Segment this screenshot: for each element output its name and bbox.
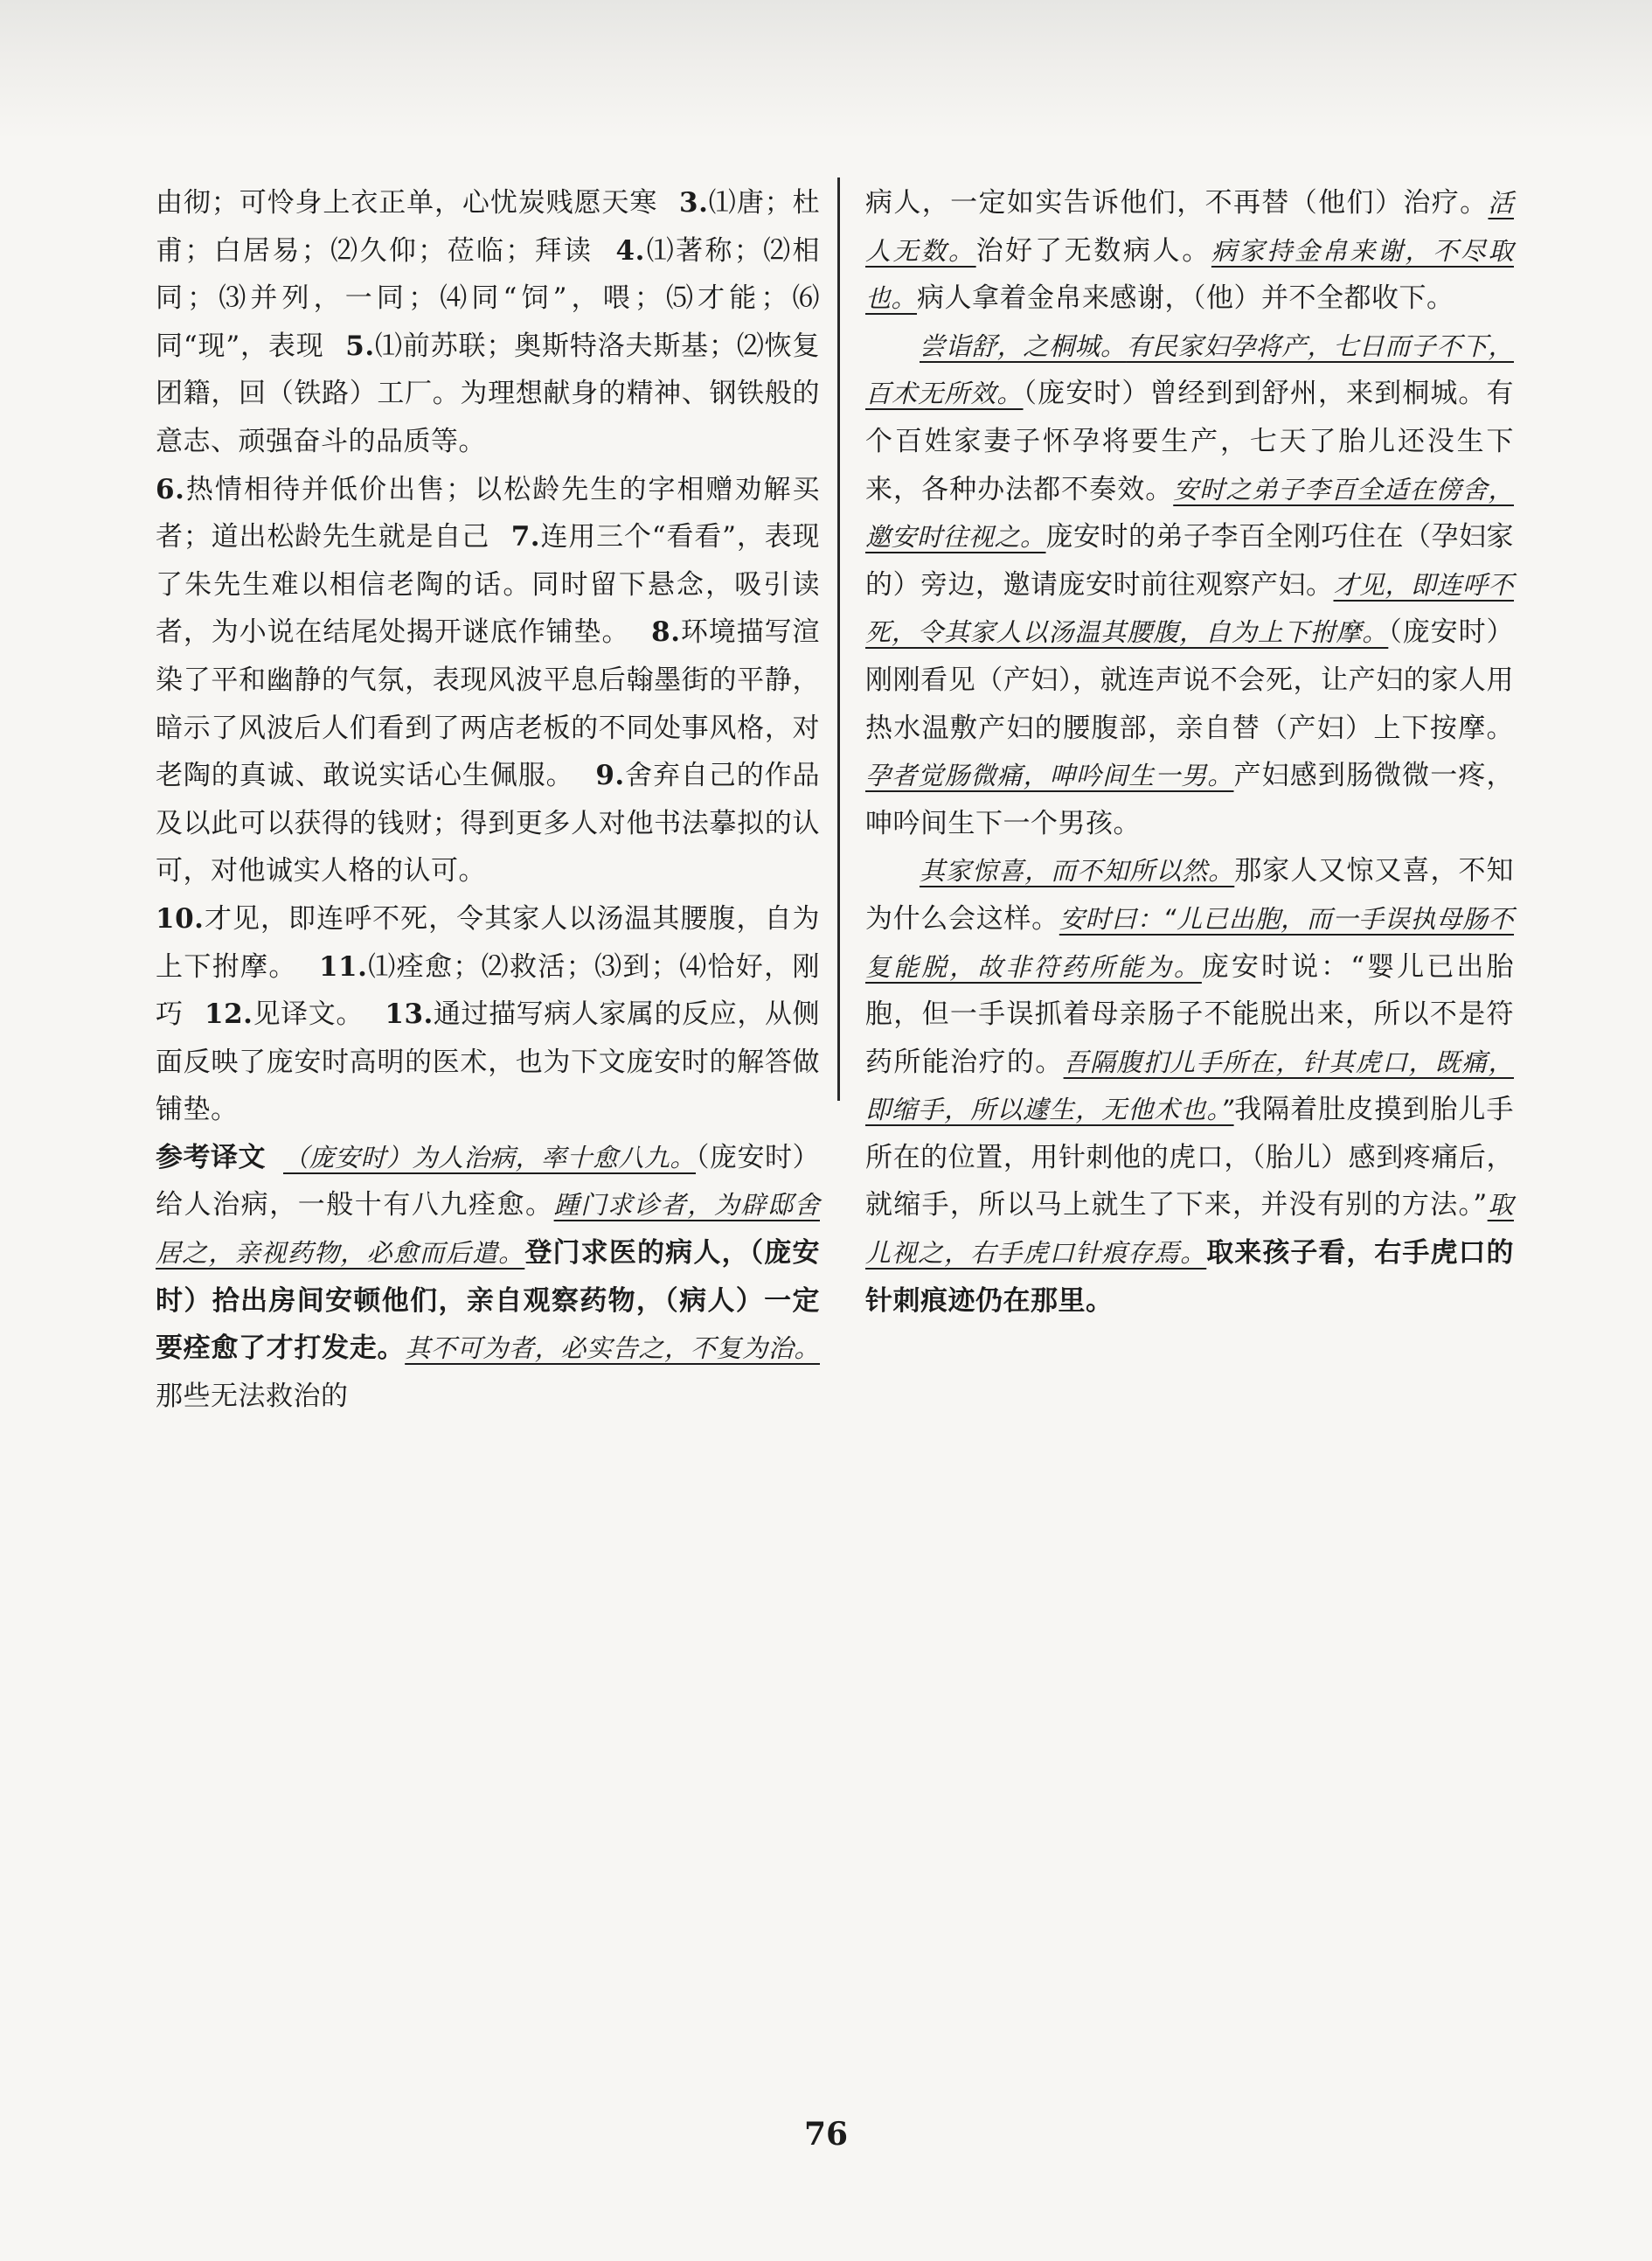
paragraph-birth-case (865, 323, 1514, 848)
translation-3-tail: 病人，一定如实告诉他们，不再替（他们）治疗。 (865, 187, 1489, 219)
source-sentence-14: 取儿视之，右手虎口针痕存焉。 (865, 1190, 1514, 1269)
source-sentence-4: 活人无数。 (865, 188, 1514, 266)
translation-14: 取来孩子看，右手虎口的针刺痕迹仍在那里。 (865, 1237, 1514, 1317)
source-sentence-2: 踵门求诊者，为辟邸舍居之，亲视药物，必愈而后遣。 (156, 1190, 820, 1269)
source-sentence-5: 病家持金帛来谢，不尽取也。 (865, 235, 1514, 314)
q12-number: 12. (205, 998, 253, 1031)
q6-answer: 热情相待并低价出售；以松龄先生的字相赠劝解买者；道出松龄先生就是自己 (156, 473, 820, 553)
q6-number: 6. (156, 473, 185, 505)
q3-answer: ⑴唐；杜甫；白居易；⑵久仰；莅临；拜读 (156, 187, 821, 267)
translation-continued (865, 179, 1514, 323)
q13-number: 13. (385, 998, 434, 1031)
translation-8: 庞安时的弟子李百全刚巧住在（孕妇家的）旁边，邀请庞安时前往观察产妇。 (865, 521, 1515, 601)
q7-answer: 连用三个“看看”，表现了朱先生难以相信老陶的话。同时留下悬念，吸引读者，为小说在结尾处揭开谜底作铺垫。 (156, 521, 820, 649)
translation-12: 庞安时说：“婴儿已出胎胞，但一手误抓着母亲肠子不能脱出来，所以不是符药所能治疗的。 (865, 950, 1514, 1078)
right-column (865, 179, 1514, 1325)
q11-number: 11. (318, 950, 368, 983)
translation-6-7: （庞安时）曾经到到舒州，来到桐城。有个百姓家妻子怀孕将要生产，七天了胎儿还没生下来，各种办法都不奏效。 (865, 378, 1514, 505)
q8-number: 8. (651, 616, 681, 649)
translation-13: 我隔着肚皮摸到胎儿手所在的位置，用针刺他的虎口，（胎儿）感到疼痛后，就缩手，所以马上就生了下来，并没有别的方法。” (865, 1094, 1514, 1221)
q7-number: 7. (510, 521, 541, 553)
q5-number: 5. (345, 330, 375, 362)
scan-top-shading (0, 0, 1652, 140)
q5-answer: ⑴前苏联；奥斯特洛夫斯基；⑵恢复团籍，回（铁路）工厂。为理想献身的精神、钢铁般的意志、顽强奋斗的品质等。 (156, 330, 821, 457)
q12-answer: 见译文。 (253, 998, 364, 1031)
reference-translation (156, 1134, 820, 1421)
translation-11: 那家人又惊又喜，不知为什么会这样。 (865, 855, 1514, 935)
q10-number: 10. (156, 902, 205, 935)
source-sentence-6: 尝诣舒，之桐城。 (920, 330, 1127, 361)
source-sentence-8: 安时之弟子李百全适在傍舍，邀安时往视之。 (865, 474, 1514, 553)
q9-number: 9. (595, 760, 625, 792)
q2-tail: 由彻；可怜身上衣正单，心忧炭贱愿天寒 (156, 187, 658, 219)
answers-block (156, 179, 820, 1134)
source-sentence-11: 其家惊喜，而不知所以然。 (920, 856, 1235, 887)
source-sentence-7: 有民家妇孕将产，七日而子不下，百术无所效。 (865, 330, 1514, 409)
q4-number: 4. (615, 234, 645, 267)
paragraph-explanation (865, 847, 1514, 1325)
translation-3-head: 那些无法救治的 (156, 1380, 349, 1412)
source-sentence-3: 其不可为者，必实告之，不复为治。 (405, 1333, 820, 1364)
translation-1: （庞安时）给人治病，一般十有八九痊愈。 (156, 1141, 821, 1221)
page-number: 76 (803, 2116, 849, 2153)
q3-number: 3. (679, 187, 709, 219)
source-sentence-9: 才见，即连呼不死，令其家人以汤温其腰腹，自为上下拊摩。 (865, 569, 1515, 648)
translation-2: 登门求医的病人，（庞安时）拾出房间安顿他们，亲自观察药物，（病人）一定要痊愈了才打发走。 (156, 1237, 820, 1365)
reference-translation-label: 参考译文 (156, 1141, 266, 1173)
translation-5: 病人拿着金帛来感谢，（他）并不全都收下。 (917, 282, 1454, 315)
source-sentence-12: 安时曰：“儿已出胞，而一手误执母肠不复能脱，故非符药所能为。 (865, 903, 1515, 982)
q9-answer: 舍弃自己的作品及以此可以获得的钱财；得到更多人对他书法摹拟的认可，对他诚实人格的认可。 (156, 760, 821, 887)
column-divider (837, 177, 840, 1101)
q8-answer: 环境描写渲染了平和幽静的气氛，表现风波平息后翰墨街的平静，暗示了风波后人们看到了两店老板的不同处事风格，对老陶的真诚、敢说实话心生佩服。 (156, 616, 821, 792)
source-sentence-13: 吾隔腹扪儿手所在，针其虎口，既痛，即缩手，所以遽生，无他术也。” (865, 1047, 1514, 1125)
translation-4: 治好了无数病人。 (975, 234, 1211, 267)
translation-9: （庞安时）刚刚看见（产妇），就连声说不会死，让产妇的家人用热水温敷产妇的腰腹部，亲自替（产妇）上下按摩。 (865, 616, 1514, 744)
source-sentence-10: 孕者觉肠微痛，呻吟间生一男。 (865, 761, 1234, 791)
q4-answer: ⑴著称；⑵相同；⑶并列，一同；⑷同“饲”，喂；⑸才能；⑹同“现”，表现 (156, 234, 821, 362)
source-sentence-1: （庞安时）为人治病，率十愈八九。 (283, 1142, 697, 1172)
left-column (156, 179, 820, 1420)
q11-answer: ⑴痊愈；⑵救活；⑶到；⑷恰好，刚巧 (156, 950, 821, 1031)
translation-10: 产妇感到肠微微一疼，呻吟间生下一个男孩。 (865, 760, 1514, 839)
q13-answer: 通过描写病人家属的反应，从侧面反映了庞安时高明的医术，也为下文庞安时的解答做铺垫。 (156, 998, 821, 1126)
q10-answer: 才见，即连呼不死，令其家人以汤温其腰腹，自为上下拊摩。 (156, 902, 820, 983)
